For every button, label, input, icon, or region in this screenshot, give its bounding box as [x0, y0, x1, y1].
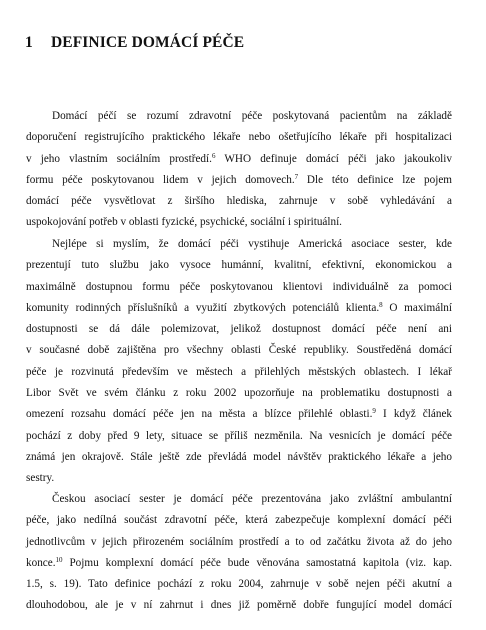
line-text: dlouhodobou, ale je v ní zahrnut i dnes již poměrně dobře fungující model domácí [26, 599, 452, 612]
paragraph [26, 106, 452, 234]
text-line [26, 426, 452, 447]
text-line [26, 191, 452, 212]
line-text: dostupnosti se dá dále polemizovat, jelikož dostupnost domácí péče není ani [26, 323, 452, 336]
line-text: Libor Svět ve svém článku z roku 2002 upozorňuje na problematiku dostupnosti a [26, 387, 452, 400]
line-text: uspokojování potřeb v oblasti fyzické, psychické, sociální i spirituální. [26, 216, 342, 229]
line-text: domácí péče vysvětlovat z širšího hlediska, zahrnuje v sobě vyhledávání a [26, 195, 452, 208]
text-line [26, 298, 452, 319]
line-text: známá jen okrajově. Stále ještě zde převládá model návštěv praktického lékaře a jeho [26, 450, 452, 463]
text-line [26, 489, 452, 510]
chapter-heading [25, 34, 244, 52]
text-line [26, 277, 452, 298]
line-text: Českou asociací sester je domácí péče prezentována jako zvláštní ambulantní [52, 493, 452, 505]
line-text: 1.5, s. 19). Tato definice pochází z roku 2004, zahrnuje v sobě nejen péči akutní a [26, 578, 452, 591]
chapter-number: 1 [25, 34, 33, 51]
paragraph [26, 489, 452, 617]
text-line [26, 595, 452, 616]
line-text: komunity rodinných příslušníků a využití zbytkových potenciálů klienta. [26, 301, 380, 314]
text-line [26, 127, 452, 148]
text-line [26, 362, 452, 383]
line-text: v současné době zajištěna pro všechny oblasti České republiky. Soustředěná domácí [26, 344, 452, 357]
line-text: sestry. [26, 472, 55, 485]
line-text: Nejlépe si myslím, že domácí péči vystihuje Americká asociace sester, kde [52, 238, 452, 250]
line-text: Domácí péčí se rozumí zdravotní péče poskytovaná pacientům na základě [52, 110, 452, 122]
text-line [26, 404, 452, 425]
chapter-title: DEFINICE DOMÁCÍ PÉČE [51, 34, 245, 51]
line-text: maximálně dostupnou formu péče poskytovanou klientovi individuálně za pomoci [26, 280, 452, 293]
paragraph [26, 234, 452, 490]
line-text: prezentují tuto službu jako vysoce humánní, kvalitní, efektivní, ekonomickou a [26, 259, 452, 272]
line-text: formu péče poskytovanou lidem v jejich domovech. [26, 173, 295, 186]
text-line [26, 574, 452, 595]
footnote-reference[interactable]: 9 [372, 407, 376, 416]
text-line [26, 319, 452, 340]
line-text: péče je rozvinutá především ve městech a přilehlých městských oblastech. I lékař [26, 365, 452, 378]
line-text: pochází z doby před 9 lety, situace se příliš nezměnila. Na vesnicích je domácí péče [26, 429, 452, 442]
text-line [26, 510, 452, 531]
line-text-continued: Dle této definice lze pojem [298, 173, 452, 186]
text-line [26, 383, 452, 404]
line-text: konce. [26, 556, 56, 569]
line-text: péče, jako nedílná součást zdravotní péče, která zabezpečuje komplexní domácí péči [26, 514, 452, 527]
footnote-reference[interactable]: 10 [55, 555, 63, 564]
text-line [26, 340, 452, 361]
footnote-reference[interactable]: 6 [211, 151, 216, 160]
text-line [26, 447, 452, 468]
line-text: jednotlivcům v jejich přirozeném sociálním prostředí a to od začátku života až do jeho [26, 535, 452, 548]
line-text-continued: I když článek [375, 408, 452, 421]
line-text: omezení rozsahu domácí péče jen na města a blízce přilehlé oblasti. [26, 408, 373, 421]
text-line [26, 170, 452, 191]
text-line [26, 234, 452, 255]
text-line [26, 553, 452, 574]
text-line [26, 149, 452, 170]
footnote-reference[interactable]: 8 [379, 300, 383, 309]
text-line [26, 532, 452, 553]
line-text-continued: WHO definuje domácí péči jako jakoukoliv [215, 152, 452, 165]
line-text-continued: Pojmu komplexní domácí péče bude věnována samostatná kapitola (viz. kap. [62, 556, 452, 569]
line-text-continued: O maximální [382, 301, 452, 314]
text-line [26, 255, 452, 276]
footnote-reference[interactable]: 7 [294, 172, 299, 181]
line-text: v jeho vlastním sociálním prostředí. [26, 152, 212, 165]
text-line [26, 468, 452, 489]
text-line [26, 106, 452, 127]
line-text: doporučení registrujícího praktického lékaře nebo ošetřujícího lékaře při hospitalizaci [26, 131, 452, 144]
text-line [26, 212, 452, 233]
